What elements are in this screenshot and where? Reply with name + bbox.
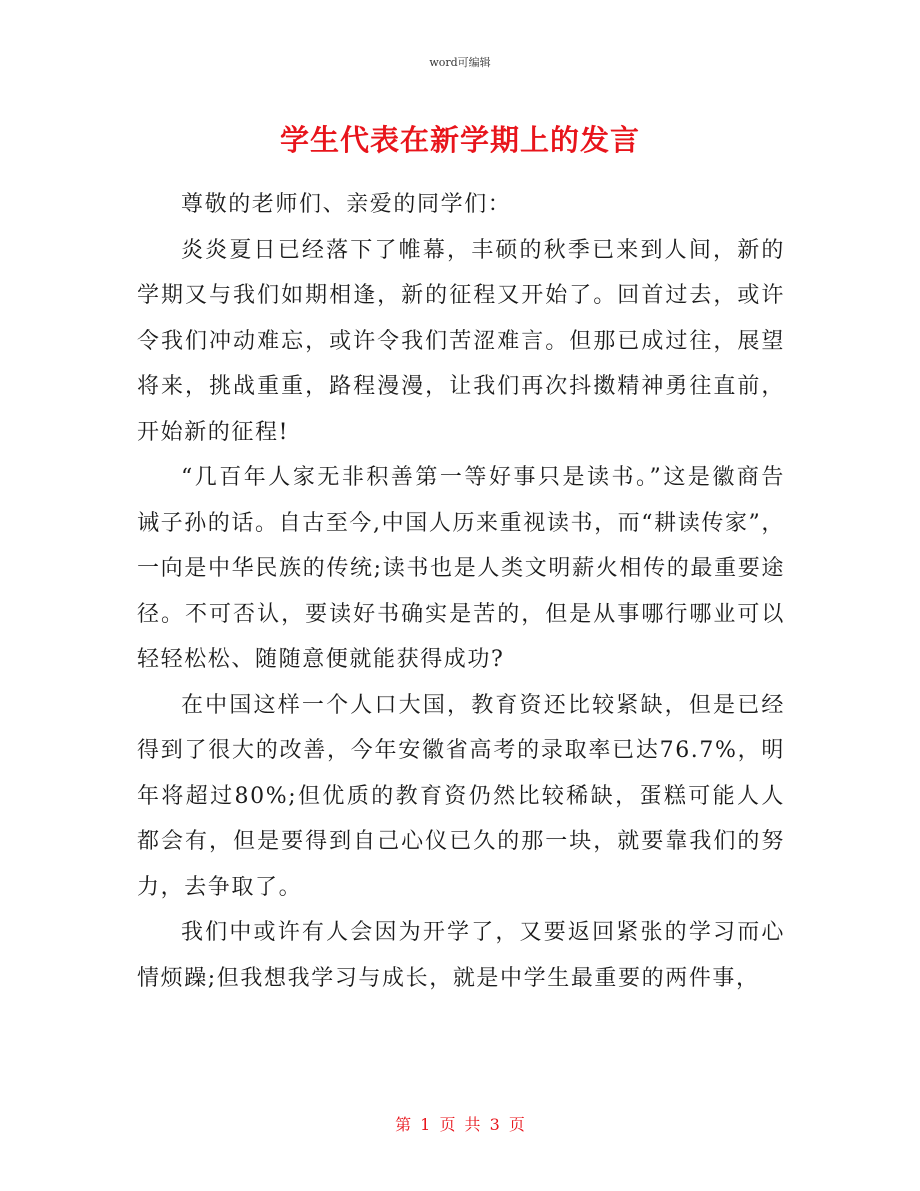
- body-paragraph: “几百年人家无非积善第一等好事只是读书。”这是徽商告诫子孙的话。自古至今,中国人历来重视读书，而“耕读传家”，一向是中华民族的传统;读书也是人类文明薪火相传的最重要途径。不可否认，要读好书确实是苦的，但是从事哪行哪业可以轻轻松松、随随意便就能获得成功?: [137, 465, 785, 672]
- body-paragraph: 在中国这样一个人口大国，教育资还比较紧缺，但是已经得到了很大的改善，今年安徽省高考的录取率已达76.7%，明年将超过80%;但优质的教育资仍然比较稀缺，蛋糕可能人人都会有，但是要得到自己心仪已久的那一块，就要靠我们的努力，去争取了。: [137, 692, 785, 900]
- header-note: word可编辑: [429, 56, 491, 69]
- body-paragraph: 我们中或许有人会因为开学了，又要返回紧张的学习而心情烦躁;但我想我学习与成长，就是中学生最重要的两件事，: [137, 920, 785, 991]
- salutation-paragraph: 尊敬的老师们、亲爱的同学们：: [181, 192, 512, 217]
- page-number-footer: 第 1 页 共 3 页: [395, 1115, 525, 1134]
- document-body: [137, 182, 785, 1001]
- body-paragraph: 炎炎夏日已经落下了帷幕，丰硕的秋季已来到人间，新的学期又与我们如期相逢，新的征程又开始了。回首过去，或许令我们冲动难忘，或许令我们苦涩难言。但那已成过往，展望将来，挑战重重，路程漫漫，让我们再次抖擞精神勇往直前，开始新的征程!: [137, 237, 785, 445]
- document-title: 学生代表在新学期上的发言: [279, 123, 640, 157]
